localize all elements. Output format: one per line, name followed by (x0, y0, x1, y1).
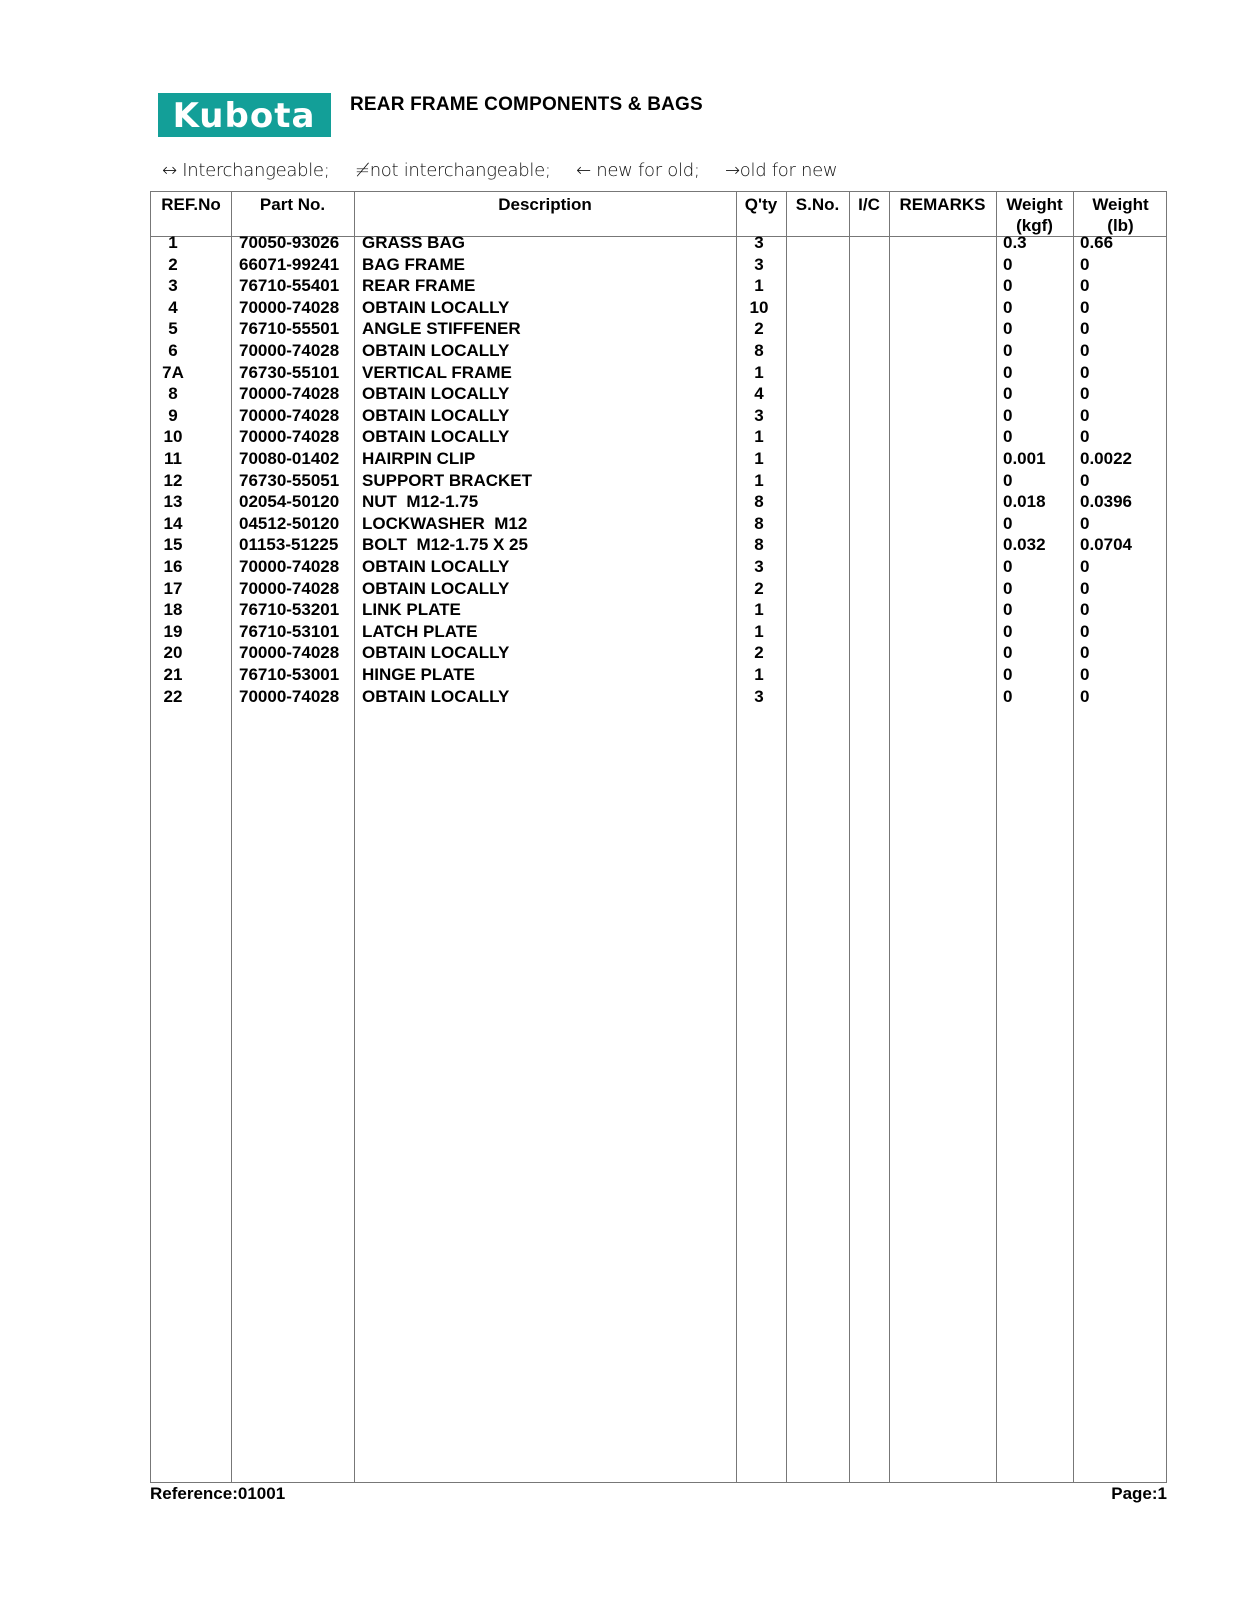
cell-desc: HAIRPIN CLIP (362, 449, 476, 468)
table-row (151, 426, 1166, 448)
cell-kgf: 0 (1003, 600, 1013, 620)
cell-lb: 0.66 (1080, 233, 1114, 252)
cell-desc: OBTAIN LOCALLY (362, 643, 510, 663)
cell-qty: 1 (754, 427, 764, 447)
cell-part: 70000-74028 (239, 686, 340, 706)
cell-kgf: 0 (1003, 254, 1013, 274)
cell-kgf: 0 (1003, 665, 1013, 684)
cell-lb: 0 (1080, 341, 1090, 360)
column-header-remarks: REMARKS (899, 195, 986, 214)
legend-new-for-old: ← new for old; (576, 160, 700, 181)
cell-desc: HINGE PLATE (362, 665, 476, 684)
table-row (151, 232, 1166, 254)
cell-lb: 0 (1080, 297, 1090, 317)
column-header-ic: I/C (858, 195, 880, 214)
cell-lb: 0 (1080, 578, 1090, 598)
cell-lb: 0 (1080, 384, 1090, 404)
cell-desc: OBTAIN LOCALLY (362, 427, 510, 447)
column-header-sno: S.No. (795, 195, 840, 214)
cell-part: 02054-50120 (239, 492, 340, 512)
cell-lb: 0 (1080, 557, 1090, 576)
cell-kgf: 0.018 (1003, 492, 1046, 512)
cell-lb: 0 (1080, 254, 1090, 274)
cell-desc: OBTAIN LOCALLY (362, 384, 510, 404)
cell-kgf: 0.3 (1003, 233, 1027, 252)
cell-lb: 0 (1080, 405, 1090, 425)
column-header-part: Part No. (259, 195, 326, 214)
cell-part: 01153-51225 (239, 535, 339, 555)
cell-qty: 1 (754, 621, 764, 641)
svg-text:Kubota: Kubota (172, 96, 316, 136)
table-row (151, 297, 1166, 319)
cell-desc: NUT M12-1.75 (362, 492, 479, 512)
column-header-ref: REF.No (161, 195, 221, 214)
table-row (151, 340, 1166, 362)
cell-lb: 0 (1080, 686, 1090, 706)
column-header-description: Description (498, 195, 592, 214)
cell-desc: LINK PLATE (362, 600, 461, 620)
table-row (151, 578, 1166, 600)
cell-kgf: 0 (1003, 557, 1013, 576)
cell-part: 70000-74028 (239, 405, 340, 425)
column-header-weight-kgf: Weight (kgf) (1006, 195, 1063, 235)
table-row (151, 318, 1166, 340)
cell-desc: ANGLE STIFFENER (362, 319, 521, 339)
reference-number: Reference:01001 (150, 1484, 286, 1503)
cell-kgf: 0 (1003, 319, 1013, 339)
cell-kgf: 0 (1003, 470, 1013, 490)
cell-desc: OBTAIN LOCALLY (362, 405, 510, 425)
cell-kgf: 0.032 (1003, 535, 1046, 555)
table-row (151, 621, 1166, 643)
cell-ref: 6 (168, 341, 178, 360)
cell-qty: 1 (754, 449, 764, 468)
cell-part: 70000-74028 (239, 427, 340, 447)
cell-lb: 0.0022 (1080, 449, 1132, 468)
table-row (151, 362, 1166, 384)
cell-part: 70000-74028 (239, 643, 340, 663)
cell-ref: 16 (163, 557, 183, 576)
cell-part: 70000-74028 (239, 297, 340, 317)
cell-kgf: 0 (1003, 341, 1013, 360)
cell-lb: 0.0396 (1080, 492, 1132, 512)
cell-lb: 0 (1080, 600, 1090, 620)
cell-qty: 1 (754, 362, 764, 382)
cell-qty: 8 (754, 513, 764, 533)
cell-ref: 12 (163, 470, 183, 490)
cell-desc: REAR FRAME (362, 276, 476, 296)
cell-part: 70000-74028 (239, 341, 340, 360)
cell-part: 70080-01402 (239, 449, 340, 468)
cell-desc: OBTAIN LOCALLY (362, 578, 510, 598)
cell-lb: 0 (1080, 319, 1090, 339)
table-row (151, 448, 1166, 470)
cell-ref: 17 (163, 578, 183, 598)
cell-ref: 3 (168, 276, 178, 296)
cell-kgf: 0 (1003, 405, 1013, 425)
cell-kgf: 0 (1003, 513, 1013, 533)
cell-part: 76710-53101 (239, 621, 340, 641)
cell-ref: 13 (163, 492, 183, 512)
cell-lb: 0 (1080, 665, 1090, 684)
cell-qty: 1 (754, 600, 764, 620)
cell-lb: 0 (1080, 513, 1090, 533)
parts-table (150, 191, 1167, 1483)
cell-qty: 1 (754, 470, 764, 490)
table-row (151, 556, 1166, 578)
cell-kgf: 0 (1003, 276, 1013, 296)
cell-part: 76710-55401 (239, 276, 340, 296)
cell-part: 76730-55051 (239, 470, 340, 490)
legend-old-for-new: →old for new (725, 160, 838, 181)
cell-lb: 0 (1080, 276, 1090, 296)
cell-kgf: 0 (1003, 427, 1013, 447)
cell-ref: 20 (163, 643, 183, 663)
cell-qty: 4 (754, 384, 764, 404)
cell-part: 76710-53001 (239, 665, 340, 684)
cell-ref: 5 (168, 319, 178, 339)
column-header-qty: Q'ty (744, 195, 778, 214)
cell-desc: BOLT M12-1.75 X 25 (362, 535, 528, 555)
legend-interchangeable: ↔ Interchangeable; (162, 160, 330, 181)
cell-qty: 2 (754, 319, 764, 339)
cell-qty: 8 (754, 492, 764, 512)
cell-part: 04512-50120 (239, 513, 340, 533)
table-row (151, 534, 1166, 556)
cell-qty: 8 (754, 535, 764, 555)
table-row (151, 599, 1166, 621)
cell-ref: 1 (168, 233, 178, 252)
cell-part: 76710-53201 (239, 600, 340, 620)
cell-part: 70000-74028 (239, 557, 340, 576)
column-header-weight-lb: Weight (lb) (1092, 195, 1149, 235)
cell-kgf: 0 (1003, 578, 1013, 598)
cell-lb: 0 (1080, 643, 1090, 663)
table-row (151, 491, 1166, 513)
cell-desc: SUPPORT BRACKET (362, 470, 533, 490)
table-row (151, 642, 1166, 664)
cell-desc: LATCH PLATE (362, 621, 478, 641)
table-row (151, 686, 1166, 708)
cell-lb: 0 (1080, 427, 1090, 447)
cell-qty: 3 (754, 233, 764, 252)
cell-kgf: 0 (1003, 621, 1013, 641)
cell-qty: 10 (749, 297, 769, 317)
cell-qty: 3 (754, 686, 764, 706)
cell-lb: 0 (1080, 621, 1090, 641)
cell-ref: 10 (163, 427, 183, 447)
cell-qty: 3 (754, 405, 764, 425)
cell-qty: 1 (754, 665, 764, 684)
cell-part: 70000-74028 (239, 384, 340, 404)
cell-kgf: 0 (1003, 362, 1013, 382)
table-row (151, 405, 1166, 427)
cell-part: 76710-55501 (239, 319, 340, 339)
cell-qty: 3 (754, 254, 764, 274)
legend-not-interchangeable: ≠not interchangeable; (354, 160, 551, 181)
cell-qty: 2 (754, 578, 764, 598)
page-title: REAR FRAME COMPONENTS & BAGS (350, 94, 703, 115)
cell-ref: 22 (163, 686, 183, 706)
interchangeability-legend (162, 160, 857, 181)
cell-ref: 11 (164, 449, 182, 468)
cell-ref: 8 (168, 384, 178, 404)
cell-ref: 18 (163, 600, 183, 620)
table-row (151, 254, 1166, 276)
cell-part: 70000-74028 (239, 578, 340, 598)
table-row (151, 470, 1166, 492)
cell-kgf: 0.001 (1003, 449, 1046, 468)
cell-desc: VERTICAL FRAME (362, 362, 512, 382)
cell-ref: 9 (168, 405, 178, 425)
cell-lb: 0.0704 (1080, 535, 1132, 555)
cell-part: 66071-99241 (239, 254, 340, 274)
table-row (151, 664, 1166, 686)
cell-desc: BAG FRAME (362, 254, 465, 274)
cell-qty: 8 (754, 341, 764, 360)
cell-part: 76730-55101 (239, 362, 340, 382)
table-row (151, 513, 1166, 535)
cell-qty: 3 (754, 557, 764, 576)
cell-lb: 0 (1080, 470, 1090, 490)
cell-desc: OBTAIN LOCALLY (362, 686, 510, 706)
cell-ref: 15 (163, 535, 183, 555)
table-row (151, 275, 1166, 297)
cell-desc: LOCKWASHER M12 (362, 513, 528, 533)
cell-ref: 4 (168, 297, 178, 317)
cell-qty: 1 (754, 276, 764, 296)
cell-desc: GRASS BAG (362, 233, 465, 252)
cell-kgf: 0 (1003, 384, 1013, 404)
cell-kgf: 0 (1003, 686, 1013, 706)
cell-kgf: 0 (1003, 643, 1013, 663)
cell-part: 70050-93026 (239, 233, 340, 252)
cell-ref: 2 (168, 254, 178, 274)
cell-ref: 19 (163, 621, 183, 641)
table-row (151, 383, 1166, 405)
cell-qty: 2 (754, 643, 764, 663)
cell-desc: OBTAIN LOCALLY (362, 297, 510, 317)
cell-desc: OBTAIN LOCALLY (362, 557, 510, 576)
cell-ref: 21 (163, 665, 183, 684)
cell-desc: OBTAIN LOCALLY (362, 341, 510, 360)
cell-lb: 0 (1080, 362, 1090, 382)
kubota-logo (158, 93, 331, 137)
cell-ref: 14 (163, 513, 183, 533)
page-number: Page:1 (1111, 1484, 1167, 1503)
cell-ref: 7A (162, 362, 184, 382)
cell-kgf: 0 (1003, 297, 1013, 317)
